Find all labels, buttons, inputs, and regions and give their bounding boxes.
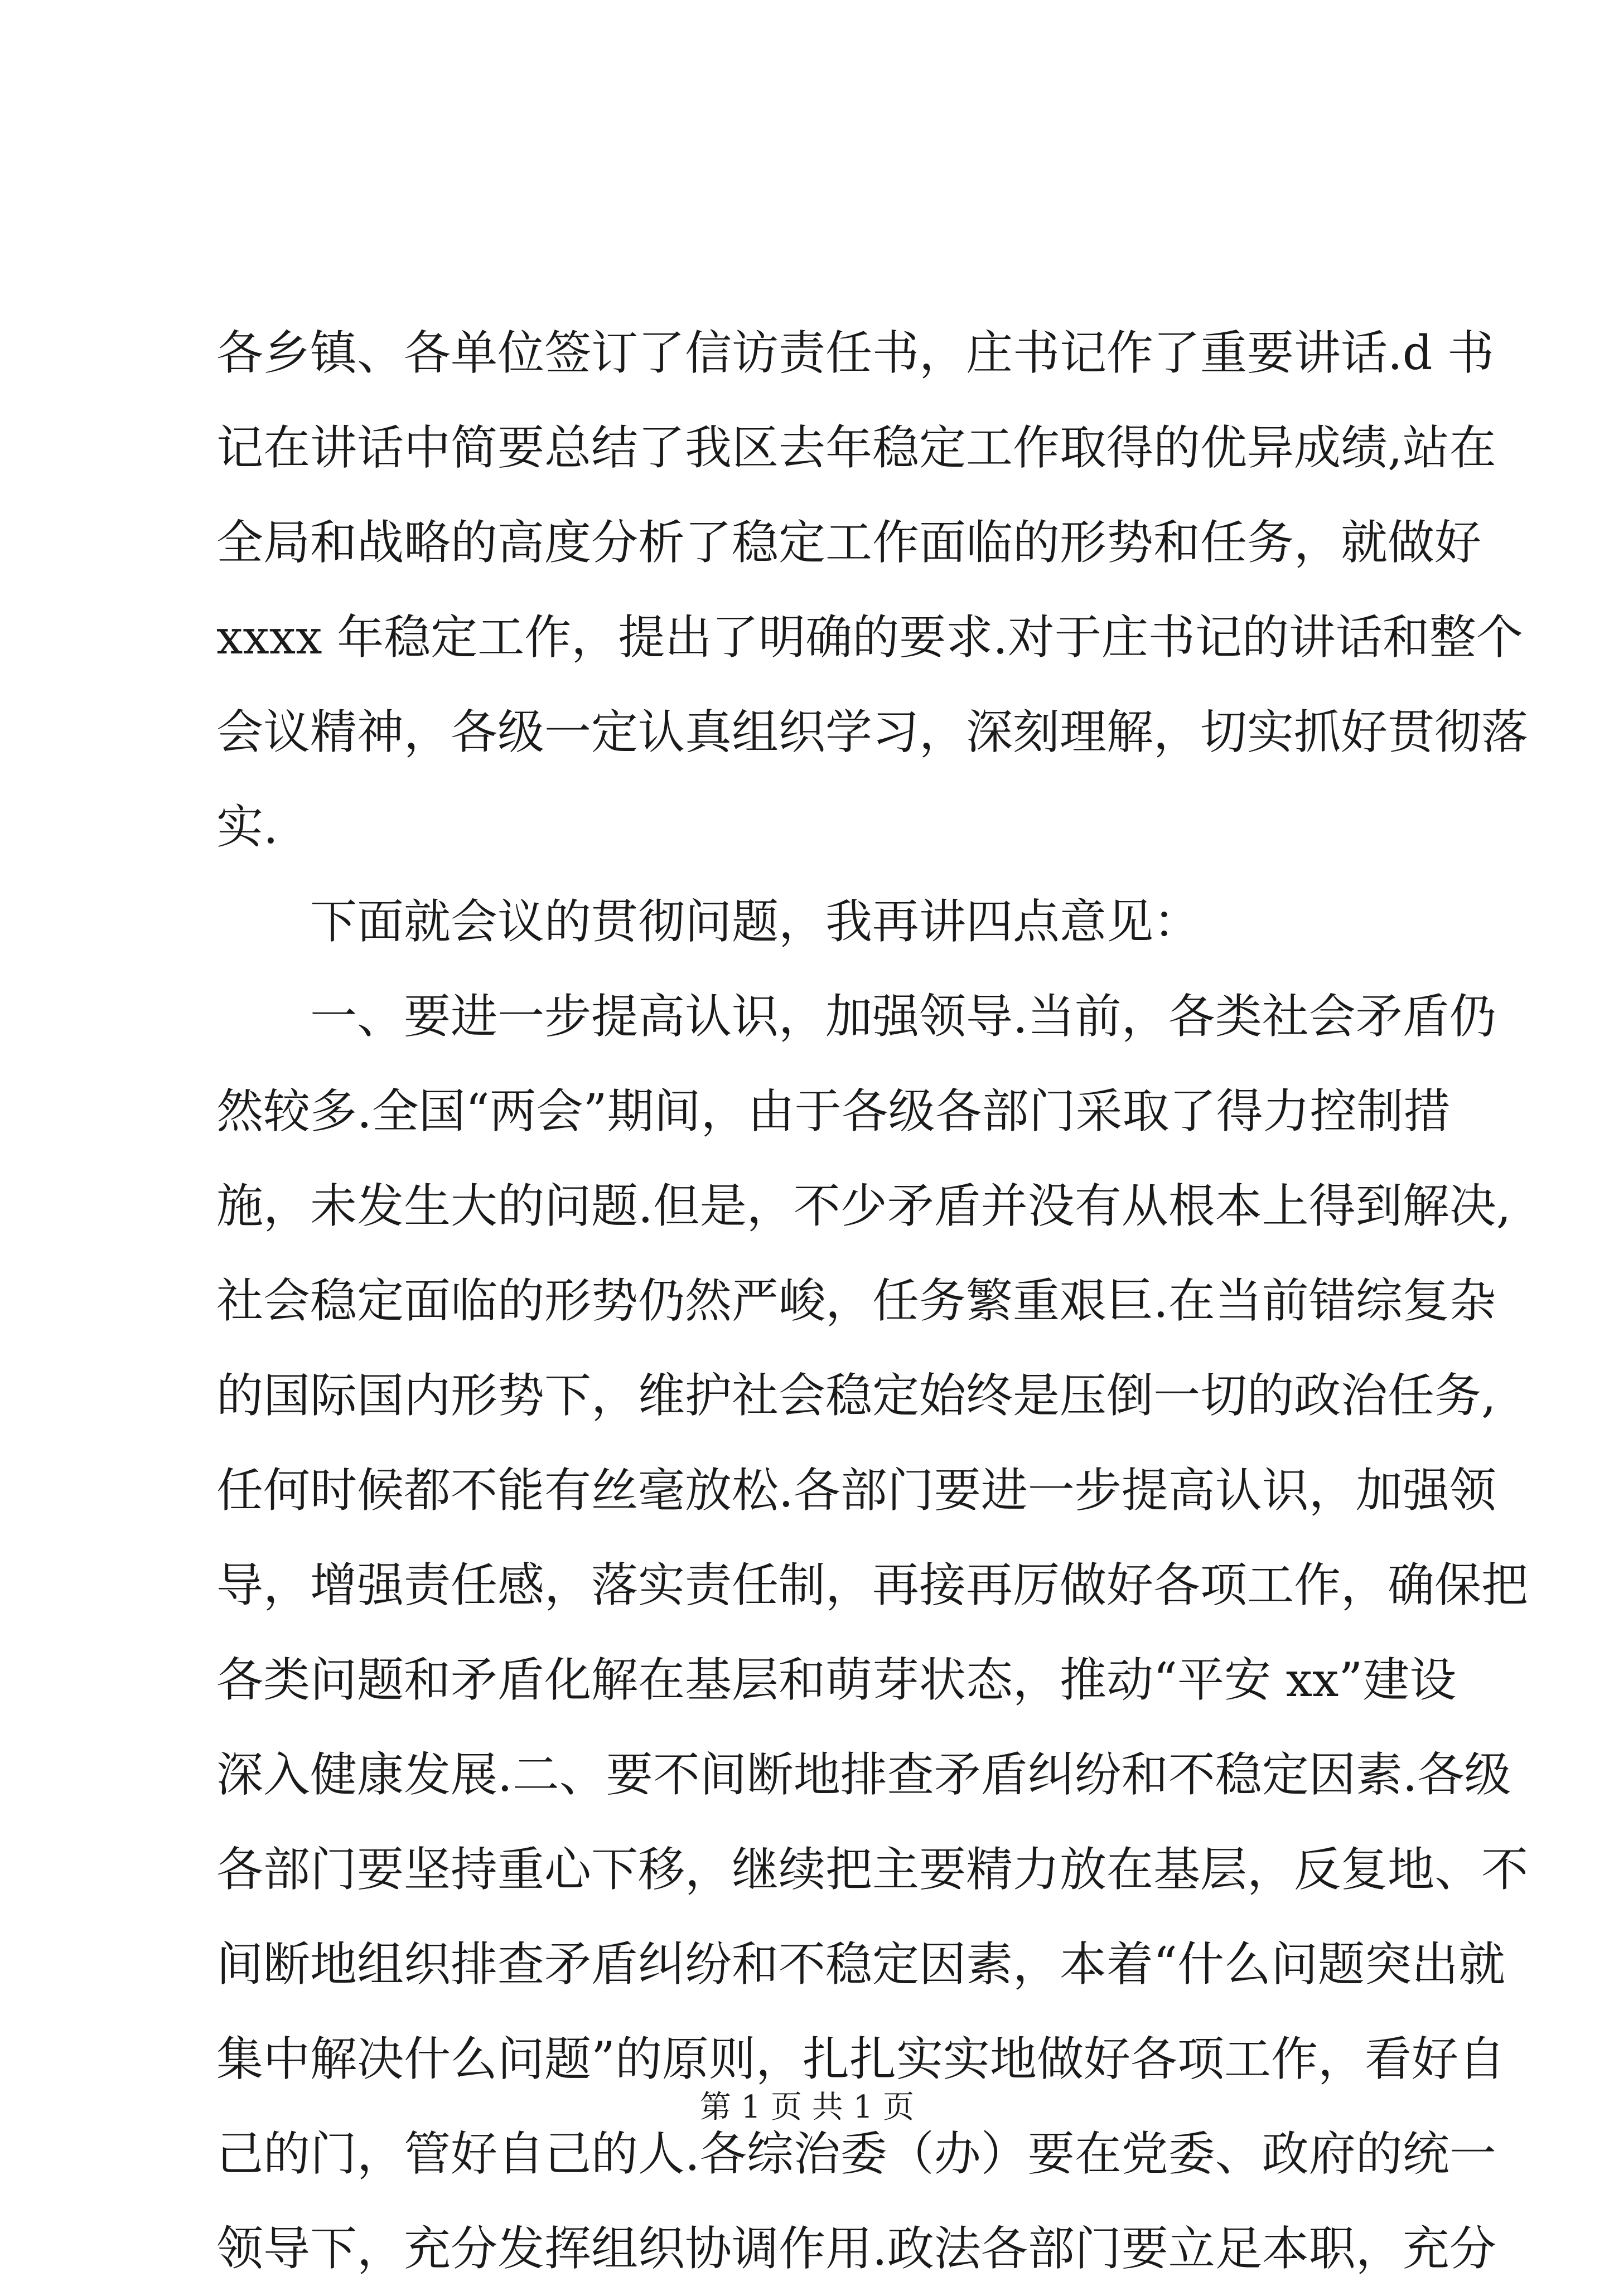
text-line: 社会稳定面临的形势仍然严峻，任务繁重艰巨.在当前错综复杂 bbox=[216, 1273, 1496, 1328]
text-line: 一、要进一步提高认识，加强领导.当前，各类社会矛盾仍 bbox=[216, 989, 1496, 1044]
text-line: 会议精神，各级一定认真组织学习，深刻理解，切实抓好贯彻落 bbox=[216, 705, 1529, 759]
text-line: xxxx 年稳定工作，提出了明确的要求.对于庄书记的讲话和整个 bbox=[216, 610, 1523, 665]
text-line: 各部门要坚持重心下移，继续把主要精力放在基层，反复地、不 bbox=[216, 1842, 1529, 1897]
text-line: 各乡镇、各单位签订了信访责任书，庄书记作了重要讲话.d 书 bbox=[216, 326, 1495, 380]
text-line: 各类问题和矛盾化解在基层和萌芽状态，推动“平安 xx”建设 bbox=[216, 1653, 1457, 1707]
text-line: 领导下，充分发挥组织协调作用.政法各部门要立足本职，充分 bbox=[216, 2221, 1496, 2276]
text-line: 全局和战略的高度分析了稳定工作面临的形势和任务，就做好 bbox=[216, 515, 1482, 570]
text-line: 下面就会议的贯彻问题，我再讲四点意见： bbox=[216, 894, 1201, 949]
text-line: 的国际国内形势下，维护社会稳定始终是压倒一切的政治任务, bbox=[216, 1368, 1496, 1423]
text-line: 导，增强责任感，落实责任制，再接再厉做好各项工作，确保把 bbox=[216, 1558, 1529, 1612]
text-line: 然较多.全国“两会”期间，由于各级各部门采取了得力控制措 bbox=[216, 1084, 1451, 1139]
text-line: 施，未发生大的问题.但是，不少矛盾并没有从根本上得到解决, bbox=[216, 1179, 1511, 1233]
text-line: 己的门，管好自己的人.各综治委（办）要在党委、政府的统一 bbox=[216, 2127, 1496, 2181]
document-body bbox=[216, 306, 1529, 2296]
text-line: 集中解决什么问题”的原则，扎扎实实地做好各项工作，看好自 bbox=[216, 2032, 1505, 2086]
page-footer: 第 1 页 共 1 页 bbox=[699, 2089, 915, 2125]
text-line: 深入健康发展.二、要不间断地排查矛盾纠纷和不稳定因素.各级 bbox=[216, 1747, 1511, 1802]
text-line: 间断地组织排查矛盾纠纷和不稳定因素，本着“什么问题突出就 bbox=[216, 1937, 1505, 1992]
text-line: 实. bbox=[216, 800, 278, 854]
text-line: 任何时候都不能有丝毫放松.各部门要进一步提高认识，加强领 bbox=[216, 1463, 1496, 1518]
text-line: 记在讲话中简要总结了我区去年稳定工作取得的优异成绩,站在 bbox=[216, 420, 1496, 475]
